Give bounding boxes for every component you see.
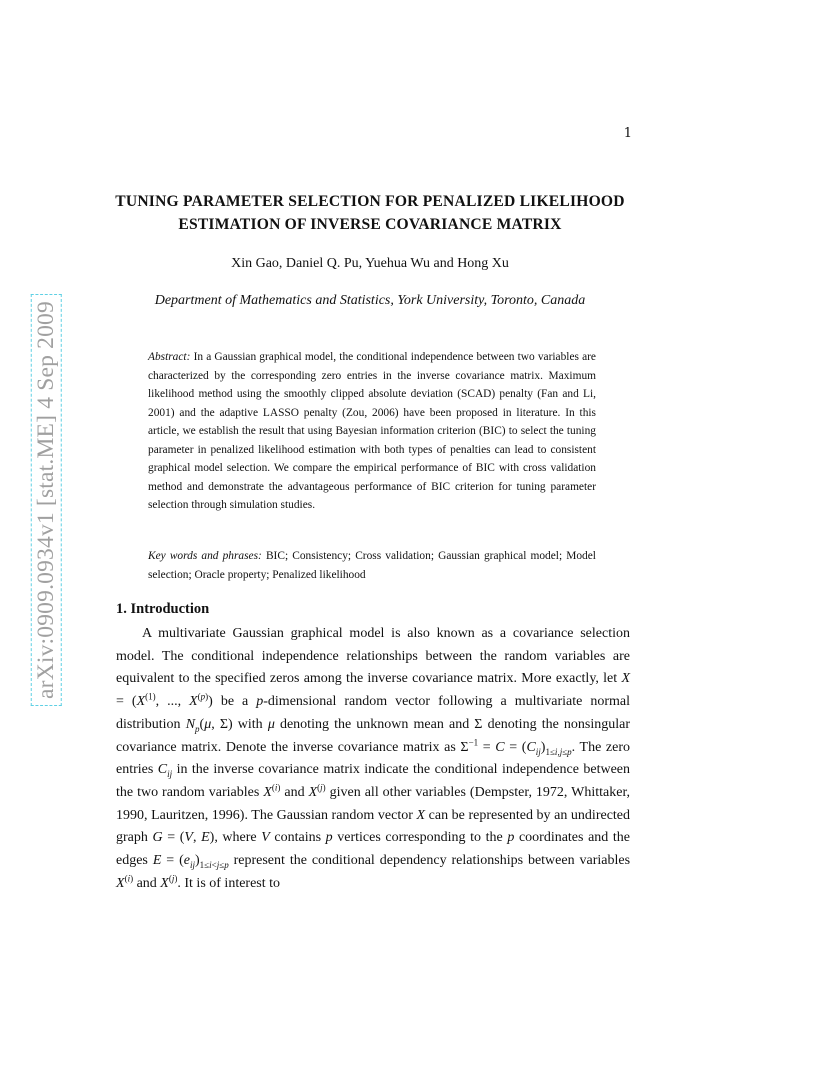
paper-title xyxy=(60,190,680,236)
abstract-text: In a Gaussian graphical model, the conditional independence between two variables are characterized by the corresponding zero entries in the inverse covariance matrix. Maximum likelihood method using the smoothly clipped absolute deviation (SCAD) penalty (Fan and Li, 2001) and the adaptive LASSO penalty (Zou, 2006) have been proposed in literature. In this article, we establish the result that using Bayesian information criterion (BIC) to select the tuning parameter in penalized likelihood estimation with both types of penalties can lead to consistent graphical model selection. We compare the empirical performance of BIC with cross validation method and demonstrate the advantageous performance of BIC criterion for tuning parameter selection through simulation studies. xyxy=(148,351,596,511)
title-line-1: TUNING PARAMETER SELECTION FOR PENALIZED LIKELIHOOD xyxy=(115,193,625,210)
abstract xyxy=(148,348,596,515)
keywords-label: Key words and phrases: xyxy=(148,550,262,562)
authors: Xin Gao, Daniel Q. Pu, Yuehua Wu and Hong Xu xyxy=(231,256,509,271)
arxiv-identifier-stamp: arXiv:0909.0934v1 [stat.ME] 4 Sep 2009 xyxy=(31,294,62,706)
introduction-paragraph: A multivariate Gaussian graphical model is also known as a covariance selection model. The conditional independence relationships between the random variables are equivalent to the specified zeros among the inverse covariance matrix. More exactly, let $X = (X^{(1)}$, ..., $X^{(p)}$) be a p-dimensional random vector following a multivariate normal distribution $N_p(\mu$, Σ) with μ denoting the unknown mean and Σ denoting the nonsingular covariance matrix. Denote the inverse covariance matrix as $\Sigma^{-1} = C = (C_{ij})_{1\le i,j\le p}$. The zero entries $C_{ij}$ in the inverse covariance matrix indicate the conditional independence between the two random variables $X^{(i)}$ and $X^{(j)}$ given all other variables (Dempster, 1972, Whittaker, 1990, Lauritzen, 1996). The Gaussian random vector X can be represented by an undirected graph G = (V, E), where V contains p vertices corresponding to the p coordinates and the edges $E = (e_{ij})_{1\le i<j\le p}$ represent the conditional dependency relationships between variables $X^{(i)}$ and $X^{(j)}$. It is of interest to xyxy=(116,626,631,891)
affiliation: Department of Mathematics and Statistics, York University, Toronto, Canada xyxy=(154,293,586,308)
keywords xyxy=(148,547,596,584)
page-number: 1 xyxy=(623,126,632,141)
title-line-2: ESTIMATION OF INVERSE COVARIANCE MATRIX xyxy=(178,216,562,233)
section-heading: 1. Introduction xyxy=(116,601,210,617)
keywords-text: BIC; Consistency; Cross validation; Gaussian graphical model; Model selection; Oracle property; Penalized likelihood xyxy=(148,550,596,581)
abstract-label: Abstract: xyxy=(148,351,191,363)
